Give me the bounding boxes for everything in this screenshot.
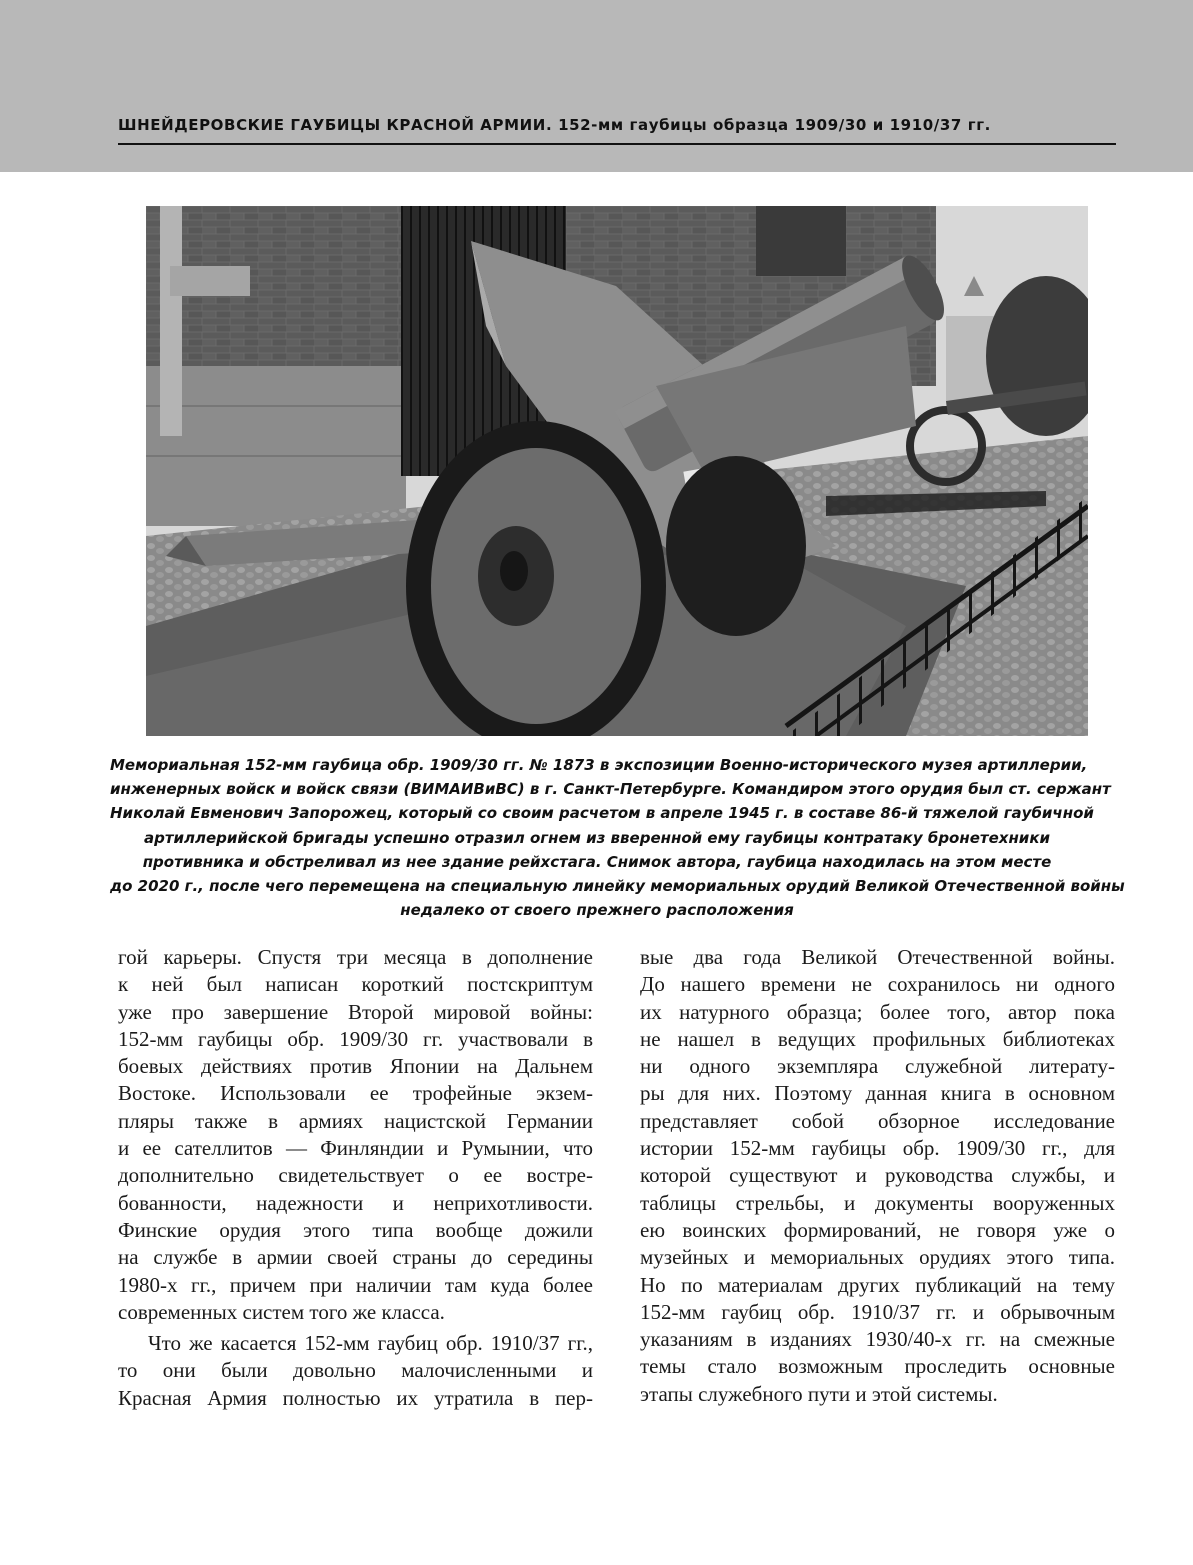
text-line: и ее сателлитов — Финляндии и Румынии, что (118, 1136, 593, 1161)
text-line: Красная Армия полностью их утратила в пер- (118, 1385, 593, 1410)
caption-line: Николай Евменович Запорожец, который со своим расчетом в апреле 1945 г. в составе 86-й тяжелой гаубичной (110, 804, 1094, 823)
text-line: ры для них. Поэтому данная книга в основном (640, 1081, 1115, 1106)
text-line: темы стало возможным проследить основные (640, 1354, 1115, 1379)
text-line: которой существуют и руководства службы, и (640, 1163, 1115, 1188)
text-line: представляет собой обзорное исследование (640, 1108, 1115, 1133)
text-line: 152-мм гаубиц обр. 1910/37 гг. и обрывочным (640, 1299, 1115, 1324)
text-line: Но по материалам других публикаций на тему (640, 1272, 1115, 1297)
text-line: боевых действиях против Японии на Дальнем (118, 1054, 593, 1079)
text-line: 1980-х гг., причем при наличии там куда более (118, 1272, 593, 1297)
header-band (0, 0, 1193, 172)
text-line: указаниям в изданиях 1930/40-х гг. на смежные (640, 1327, 1115, 1352)
text-line: таблицы стрельбы, и документы вооруженных (640, 1190, 1115, 1215)
caption-line: Мемориальная 152-мм гаубица обр. 1909/30 гг. № 1873 в экспозиции Военно-исторического музея артиллерии, (110, 756, 1088, 774)
howitzer-photo (146, 206, 1088, 736)
body-column-right (640, 944, 1115, 1408)
text-line: их натурного образца; более того, автор пока (640, 999, 1115, 1024)
paragraph-start-line: Что же касается 152-мм гаубиц обр. 1910/37 гг., (148, 1331, 593, 1356)
text-line: истории 152-мм гаубицы обр. 1909/30 гг., для (640, 1136, 1115, 1161)
text-line: ею воинских формирований, не говоря уже о (640, 1217, 1115, 1242)
body-column-left (118, 944, 593, 1412)
text-line: 152-мм гаубицы обр. 1909/30 гг. участвовали в (118, 1026, 593, 1051)
caption-line: недалеко от своего прежнего расположения (400, 901, 794, 920)
text-line: то они были довольно малочисленными и (118, 1358, 593, 1383)
caption-line: противника и обстреливал из нее здание рейхстага. Снимок автора, гаубица находилась на этом месте (142, 852, 1052, 871)
text-line: вые два года Великой Отечественной войны. (640, 945, 1115, 969)
text-line: бованности, надежности и неприхотливости. (118, 1190, 593, 1215)
text-line: современных систем того же класса. (118, 1299, 445, 1324)
text-line: музейных и мемориальных орудиях этого типа. (640, 1245, 1115, 1270)
text-line: к ней был написан короткий постскриптум (118, 972, 593, 997)
text-line: на службе в армии своей страны до середины (118, 1245, 593, 1270)
text-line: До нашего времени не сохранилось ни одного (640, 972, 1115, 997)
caption-line: инженерных войск и войск связи (ВИМАИВиВС) в г. Санкт-Петербурге. Командиром этого орудия был ст. сержант (110, 780, 1111, 799)
text-line: этапы служебного пути и этой системы. (640, 1381, 998, 1406)
header-rule (118, 143, 1116, 145)
figure-caption (110, 753, 1125, 922)
text-line: не нашел в ведущих профильных библиотеках (640, 1026, 1115, 1051)
text-line: Финские орудия этого типа вообще дожили (118, 1217, 593, 1242)
text-line: пляры также в армиях нацистской Германии (118, 1108, 593, 1133)
caption-line: артиллерийской бригады успешно отразил огнем из вверенной ему гаубицы контратаку бронетехники (143, 828, 1051, 847)
text-line: гой карьеры. Спустя три месяца в дополнение (118, 945, 593, 969)
text-line: уже про завершение Второй мировой войны: (118, 999, 593, 1024)
text-line: дополнительно свидетельствует о ее востре- (118, 1163, 593, 1188)
text-line: Востоке. Использовали ее трофейные экзем- (118, 1081, 593, 1106)
text-line: ни одного экземпляра служебной литерату- (640, 1054, 1115, 1079)
running-head: ШНЕЙДЕРОВСКИЕ ГАУБИЦЫ КРАСНОЙ АРМИИ. 152-мм гаубицы образца 1909/30 и 1910/37 гг. (118, 116, 991, 134)
caption-line: до 2020 г., после чего перемещена на специальную линейку мемориальных орудий Великой Отечественной войны (110, 877, 1125, 896)
